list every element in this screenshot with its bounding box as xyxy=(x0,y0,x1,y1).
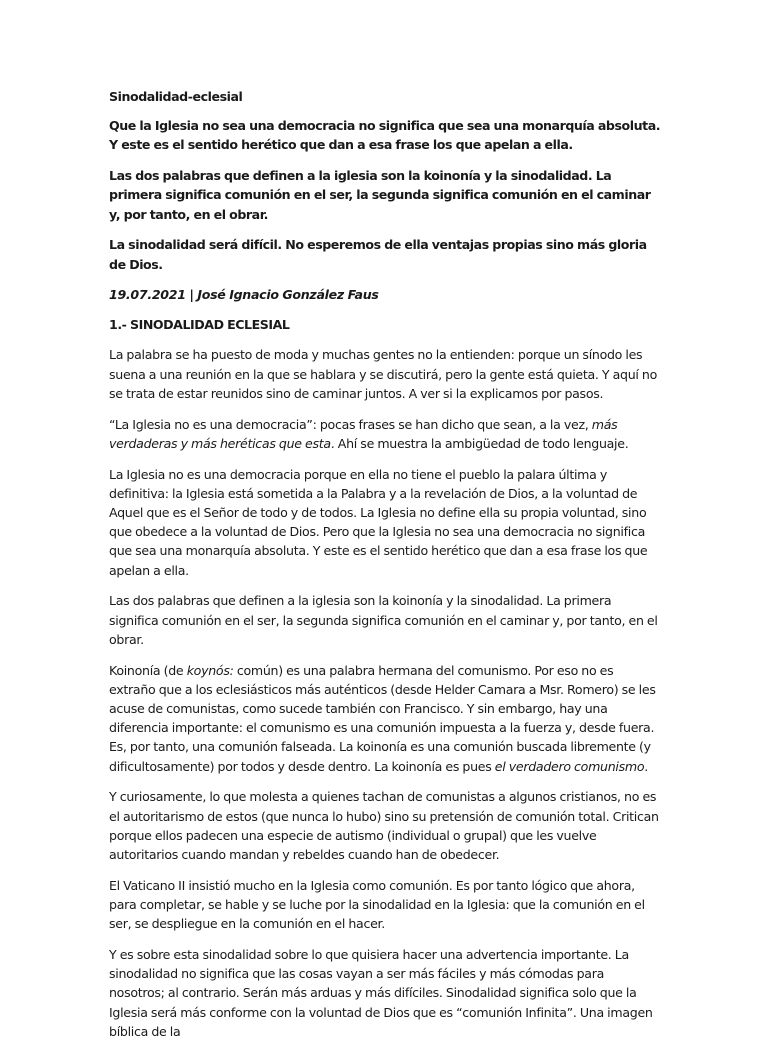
body-paragraph: El Vaticano II insistió mucho en la Iglesia como comunión. Es por tanto lógico que ahora, para completar, se hable y se luche por la sinodalidad en la Iglesia: que la comunión en el ser, se despliegue en la comunión en el hacer. xyxy=(109,877,645,932)
body-paragraph: Y es sobre esta sinodalidad sobre lo que quisiera hacer una advertencia importante. La sinodalidad no significa que las cosas vayan a ser más fáciles y más cómodas para nosotros; al contrario. Serán más arduas y más difíciles. Sinodalidad significa solo que la Iglesia será más conforme con la voluntad de Dios que es “comunión Infinita”. Una imagen bíblica de la xyxy=(109,947,653,1039)
body-paragraph xyxy=(109,661,661,776)
document-page xyxy=(109,87,661,1053)
emphasis-text: el verdadero comunismo xyxy=(494,758,645,774)
body-paragraph: La palabra se ha puesto de moda y muchas gentes no la entienden: porque un sínodo les suena a una reunión en la que se hablara y se discutirá, pero la gente está quieta. Y aquí no se trata de estar reunidos sino de caminar juntos. A ver si la explicamos por pasos. xyxy=(109,347,657,401)
section-heading: 1.- SINODALIDAD ECLESIAL xyxy=(109,316,290,332)
byline: 19.07.2021 | José Ignacio González Faus xyxy=(109,287,379,303)
body-paragraph: Las dos palabras que definen a la iglesia son la koinonía y la sinodalidad. La primera significa comunión en el ser, la segunda significa comunión en el caminar y, por tanto, en el obrar. xyxy=(109,593,658,647)
summary-paragraph: Que la Iglesia no sea una democracia no significa que sea una monarquía absoluta. Y este es el sentido herético que dan a esa frase los que apelan a ella. xyxy=(109,118,661,153)
document-title: Sinodalidad-eclesial xyxy=(109,89,243,104)
body-paragraph xyxy=(109,415,661,453)
text-run: Koinonía (de xyxy=(109,662,187,678)
text-run: común) es una palabra hermana del comunismo. Por eso no es extraño que a los eclesiásticos más auténticos (desde Helder Camara a Msr. Romero) se les acuse de comunistas, como sucede también con Francisco. Y sin embargo, hay una diferencia importante: el comunismo es una comunión impuesta a la fuerza y, desde fuera. Es, por tanto, una comunión falseada. La koinonía es una comunión buscada libremente (y dificultosamente) por todos y desde dentro. La koinonía es pues xyxy=(109,662,656,774)
emphasis-text: más verdaderas y más heréticas que esta xyxy=(109,416,618,451)
body-paragraph: La Iglesia no es una democracia porque en ella no tiene el pueblo la palara última y definitiva: la Iglesia está sometida a la Palabra y a la revelación de Dios, a la voluntad de Aquel que es el Señor de todo y de todos. La Iglesia no define ella su propia voluntad, sino que obedece a la voluntad de Dios. Pero que la Iglesia no sea una democracia no significa que sea una monarquía absoluta. Y este es el sentido herético que dan a esa frase los que apelan a ella. xyxy=(109,466,648,578)
summary-paragraph: La sinodalidad será difícil. No esperemos de ella ventajas propias sino más gloria de Dios. xyxy=(109,237,647,272)
body-paragraph: Y curiosamente, lo que molesta a quienes tachan de comunistas a algunos cristianos, no es el autoritarismo de estos (que nunca lo hubo) sino su pretensión de comunión total. Critican porque ellos padecen una especie de autismo (individual o grupal) que les vuelve autoritarios cuando mandan y rebeldes cuando han de obedecer. xyxy=(109,789,659,863)
text-run: . Ahí se muestra la ambigüedad de todo lenguaje. xyxy=(330,435,629,451)
summary-paragraph: Las dos palabras que definen a la iglesia son la koinonía y la sinodalidad. La primera significa comunión en el ser, la segunda significa comunión en el caminar y, por tanto, en el obrar. xyxy=(109,168,651,222)
text-run: . xyxy=(644,758,648,774)
text-run: “La Iglesia no es una democracia”: pocas frases se han dicho que sean, a la vez, xyxy=(109,416,592,432)
emphasis-text: koynós: xyxy=(186,662,234,678)
